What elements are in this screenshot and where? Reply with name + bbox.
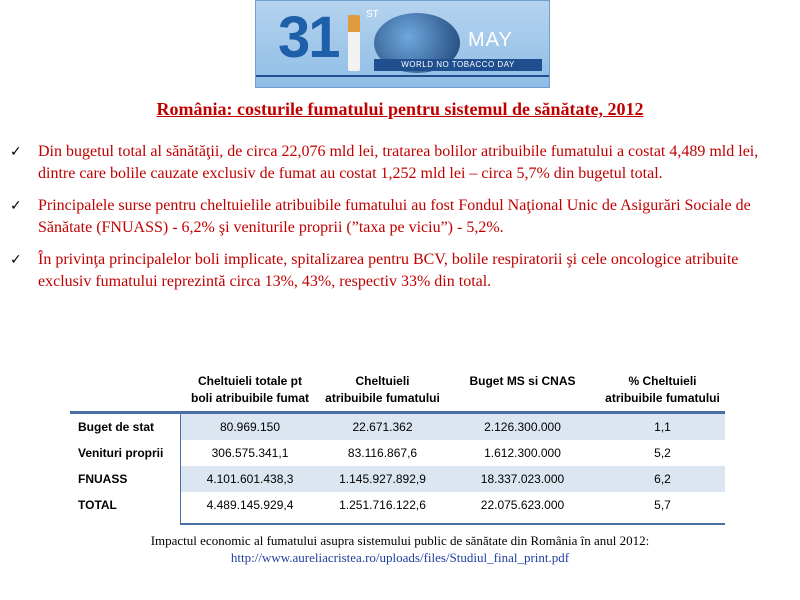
table-cell: 4.489.145.929,4: [206, 498, 294, 512]
banner-month: MAY: [468, 29, 513, 51]
table-row: [70, 466, 725, 492]
column-header: Cheltuieli totale pt boli atribuibile fumat: [190, 374, 309, 405]
table-bottom-rule: [180, 523, 725, 525]
table-column-rule: [180, 414, 181, 524]
checkmark-icon: ✓: [10, 144, 22, 160]
banner-tagline: WORLD NO TOBACCO DAY: [374, 59, 542, 71]
source-caption: [0, 532, 800, 566]
table-cell: 306.575.341,1: [211, 446, 289, 460]
source-link[interactable]: http://www.aureliacristea.ro/uploads/files/Studiul_final_print.pdf: [230, 550, 570, 565]
checkmark-icon: ✓: [10, 252, 22, 268]
bullet-text: În privinţa principalelor boli implicate, spitalizarea pentru BCV, bolile respiratorii şi cele oncologice atribuite exclusiv fumatului reprezintă circa 13%, 43%, respectiv 33% din total.: [38, 251, 739, 290]
cigarette-icon: [348, 15, 360, 71]
cost-table: [70, 368, 725, 512]
table-body: [70, 414, 725, 518]
column-header: % Cheltuieli atribuibile fumatului: [605, 374, 720, 405]
table-row: [70, 492, 725, 518]
bullet-text: Din bugetul total al sănătăţii, de circa 22,076 mld lei, tratarea bolilor atribuibile fumatului a costat 4,489 mld lei, dintre care bolile cauzate exclusiv de fumat au costat 1,252 mld lei – circa 5,7% din bugetul total.: [38, 143, 759, 182]
table-cell: 5,2: [654, 446, 671, 460]
table-cell: 1.251.716.122,6: [339, 498, 426, 512]
row-label: FNUASS: [78, 472, 128, 486]
table-cell: 1.612.300.000: [484, 446, 561, 460]
column-header: Buget MS si CNAS: [469, 374, 576, 388]
table-cell: 22.671.362: [352, 420, 413, 434]
bullet-item: [10, 141, 795, 185]
table-cell: 4.101.601.438,3: [206, 472, 294, 486]
table-cell: 80.969.150: [219, 420, 281, 434]
table-cell: 5,7: [654, 498, 671, 512]
table-cell: 22.075.623.000: [480, 498, 565, 512]
table-cell: 1.145.927.892,9: [339, 472, 426, 486]
bullet-item: [10, 195, 795, 239]
banner-number: 31: [278, 5, 339, 70]
column-header: Cheltuieli atribuibile fumatului: [325, 374, 440, 405]
table-cell: 2.126.300.000: [484, 420, 561, 434]
bullet-item: [10, 249, 795, 293]
world-no-tobacco-day-banner: [255, 0, 550, 88]
row-label: TOTAL: [78, 498, 117, 512]
banner-suffix: ST: [366, 9, 379, 20]
table-cell: 18.337.023.000: [480, 472, 565, 486]
row-label: Venituri proprii: [78, 446, 164, 460]
table-row: [70, 440, 725, 466]
bullet-list: [10, 141, 795, 303]
banner-stripe: [256, 75, 549, 77]
table-row: [70, 414, 725, 440]
caption-text: Impactul economic al fumatului asupra sistemului public de sănătate din România în anul 2012:: [150, 533, 650, 548]
page-title: România: costurile fumatului pentru sistemul de sănătate, 2012: [156, 99, 644, 119]
row-label: Buget de stat: [78, 420, 155, 434]
table-cell: 83.116.867,6: [347, 446, 418, 460]
bullet-text: Principalele surse pentru cheltuielile atribuibile fumatului au fost Fondul Naţional Unic de Asigurări Sociale de Sănătate (FNUASS) - 6,2% şi veniturile proprii (”taxa pe viciu”) - 5,2%.: [38, 197, 751, 236]
table-cell: 1,1: [654, 420, 671, 434]
table-cell: 6,2: [654, 472, 671, 486]
checkmark-icon: ✓: [10, 198, 22, 214]
table-header: [70, 368, 725, 410]
